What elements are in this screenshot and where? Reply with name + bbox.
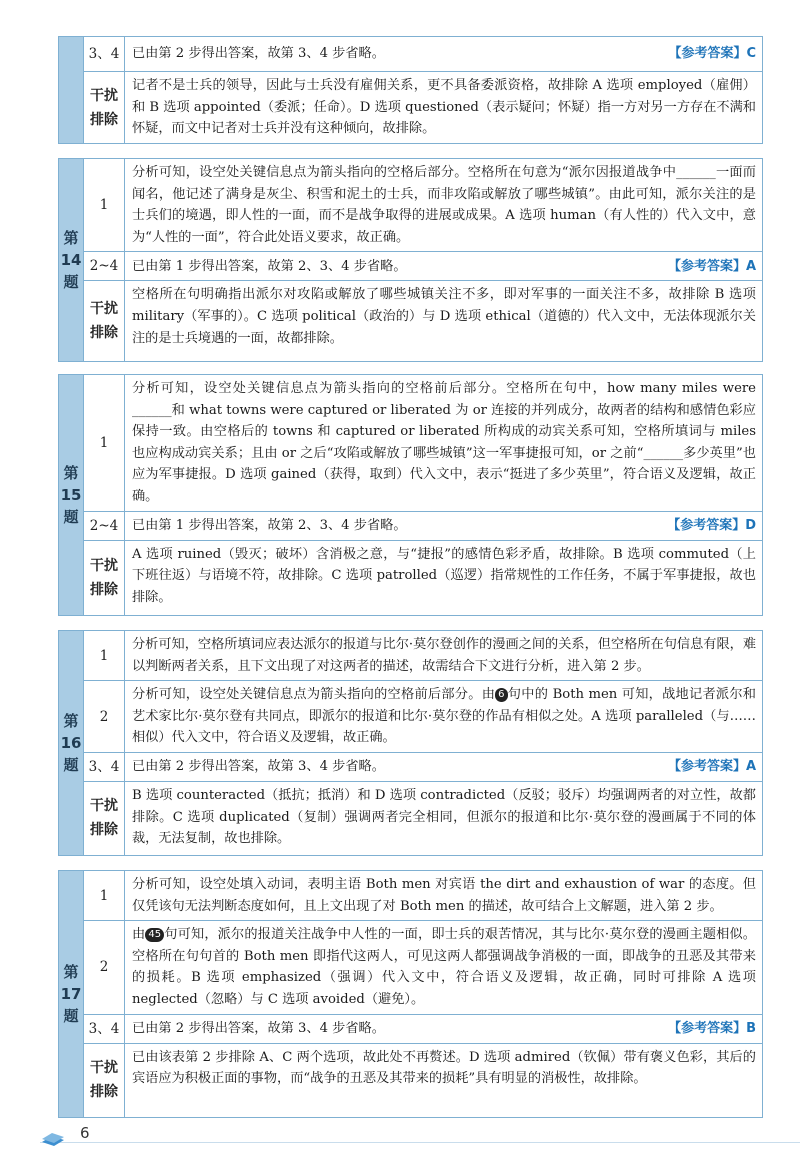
reference-answer: 【参考答案】D [667,517,756,533]
question-side-label: 第 14 题 [59,159,84,361]
page-footer [40,1124,800,1156]
row-text: 已由第 1 步得出答案，故第 2、3、4 步省略。 [132,517,407,533]
row-text: 由 45 句可知，派尔的报道关注战争中人性的一面，即士兵的艰苦情况，其与比尔·莫尔登的漫画主题相似。空格所在句句首的 Both men 即指代这两人，可见这两人都强调战争消极的一面，即战争的丑恶及其带来的损耗。B 选项 emphasized（强调）代入文中，符合语义及逻辑，故正确，同时可排除 A 选项 neglected（忽略）与 C 选项 avoided（避免）。 [132,927,756,1007]
sentence-marker: 6 [495,688,507,702]
step-label-distractor: 干扰排除 [84,782,125,855]
step-label-distractor: 干扰排除 [84,1044,125,1117]
question-block-15 [58,374,763,616]
footer-divider [40,1142,800,1143]
row-text: 已由该表第 2 步排除 A、C 两个选项，故此处不再赘述。D 选项 admired（钦佩）带有褒义色彩，其后的宾语应为积极正面的事物，而“战争的丑恶及其带来的损耗”具有明显的消极性，故排除。 [132,1049,756,1087]
table-row [84,920,762,1013]
step-label: 2 [84,921,125,1013]
table-row [84,375,762,511]
step-label-distractor: 干扰排除 [84,72,125,143]
sentence-marker: 45 [145,928,164,942]
row-text: 记者不是士兵的领导，因此与士兵没有雇佣关系，更不具备委派资格，故排除 A 选项 employed（雇佣）和 B 选项 appointed（委派；任命）。D 选项 questioned（表示疑问；怀疑）指一方对另一方存在不满和怀疑，而文中记者对士兵并没有这种倾向，故排除。 [132,78,756,137]
reference-answer: 【参考答案】C [668,46,756,62]
row-text: 空格所在句明确指出派尔对攻陷或解放了哪些城镇关注不多，即对军事的一面关注不多，故排除 B 选项 military（军事的）。C 选项 political（政治的）与 D 选项 ethical（道德的）代入文中，无法体现派尔关注的是士兵境遇的一面，故都排除。 [132,287,756,346]
row-text: 分析可知，设空处关键信息点为箭头指向的空格后部分。空格所在句意为“派尔因报道战争中______一面而闻名，他记述了满身是灰尘、积雪和泥土的士兵，而非攻陷或解放了哪些城镇”。由此可知，派尔关注的是士兵们的境遇，即人性的一面，而不是战争取得的进展或成果。A 选项 human（有人性的）代入文中，意为“人性的一面”，符合此处语义要求，故正确。 [132,165,756,245]
question-block-14 [58,158,763,362]
row-text: 已由第 2 步得出答案，故第 3、4 步省略。 [132,1020,385,1036]
row-text: 分析可知，空格所填词应表达派尔的报道与比尔·莫尔登创作的漫画之间的关系，但空格所在句信息有限，难以判断两者关系，且下文出现了对这两者的描述，故需结合下文进行分析，进入第 2 步。 [132,637,757,674]
question-block-13-continued [58,36,763,144]
question-block-16 [58,630,763,856]
row-text: 分析可知，设空处关键信息点为箭头指向的空格前后部分。由 6 句中的 Both men 可知，战地记者派尔和艺术家比尔·莫尔登有共同点，即派尔的报道和比尔·莫尔登的作品有相似之处。A 选项 paralleled（与……相似）代入文中，符合语义及逻辑，故正确。 [132,687,756,746]
question-side-label [59,37,84,143]
reference-answer: 【参考答案】A [667,258,756,274]
row-text: 分析可知，设空处填入动词，表明主语 Both men 对宾语 the dirt and exhaustion of war 的态度。但仅凭该句无法判断态度如何，且上文出现了对 Both men 的描述，故可结合上文解题，进入第 2 步。 [132,877,756,914]
table-row [84,280,762,361]
step-label: 1 [84,375,125,511]
reference-answer: 【参考答案】B [668,1020,756,1036]
step-label-distractor: 干扰排除 [84,541,125,615]
table-row [84,781,762,855]
step-label: 1 [84,159,125,251]
row-text: 分析可知，设空处关键信息点为箭头指向的空格前后部分。空格所在句中，how many miles were ______和 what towns were captured or liberated 为 or 连接的并列成分，故两者的结构和感情色彩应保持一致。由空格后的 towns 和 captured or liberated 所构成的动宾关系可知，空格所填词与 miles 也应构成动宾关系；且由 or 之后“攻陷或解放了哪些城镇”这一军事捷报可知，or 之前“______多少英里”也应为军事捷报。D 选项 gained（获得，取到）代入文中，表示“挺进了多少英里”，符合语义及逻辑，故正确。 [132,381,756,504]
step-label: 1 [84,871,125,920]
step-label: 3、4 [84,37,125,71]
table-row [84,871,762,920]
step-label: 1 [84,631,125,680]
table-row [84,511,762,540]
row-text: 已由第 2 步得出答案，故第 3、4 步省略。 [132,46,385,62]
book-icon [40,1130,66,1148]
table-row [84,71,762,143]
table-row [84,680,762,752]
question-block-17 [58,870,763,1118]
row-text: B 选项 counteracted（抵抗；抵消）和 D 选项 contradicted（反驳；驳斥）均强调两者的对立性，故都排除。C 选项 duplicated（复制）强调两者完全相同，但派尔的报道和比尔·莫尔登的漫画属于不同的体裁，无法复制，故也排除。 [132,787,756,847]
step-label: 3、4 [84,753,125,781]
table-row [84,1043,762,1117]
row-text: 已由第 2 步得出答案，故第 3、4 步省略。 [132,759,385,775]
table-row [84,251,762,280]
table-row [84,1014,762,1043]
reference-answer: 【参考答案】A [667,759,756,775]
question-side-label: 第 16 题 [59,631,84,855]
row-text: 已由第 1 步得出答案，故第 2、3、4 步省略。 [132,258,407,274]
step-label: 2~4 [84,252,125,280]
step-label-distractor: 干扰排除 [84,281,125,361]
question-side-label: 第 15 题 [59,375,84,615]
step-label: 2 [84,681,125,752]
table-row [84,37,762,71]
step-label: 2~4 [84,512,125,540]
question-side-label: 第 17 题 [59,871,84,1117]
table-row [84,159,762,251]
page-number: 6 [80,1124,90,1142]
table-row [84,540,762,615]
step-label: 3、4 [84,1015,125,1043]
table-row [84,752,762,781]
row-text: A 选项 ruined（毁灭；破坏）含消极之意，与“捷报”的感情色彩矛盾，故排除。B 选项 commuted（上下班往返）与语境不符，故排除。C 选项 patrolled（巡逻）指常规性的工作任务，不属于军事捷报，故也排除。 [132,546,756,605]
table-row [84,631,762,680]
